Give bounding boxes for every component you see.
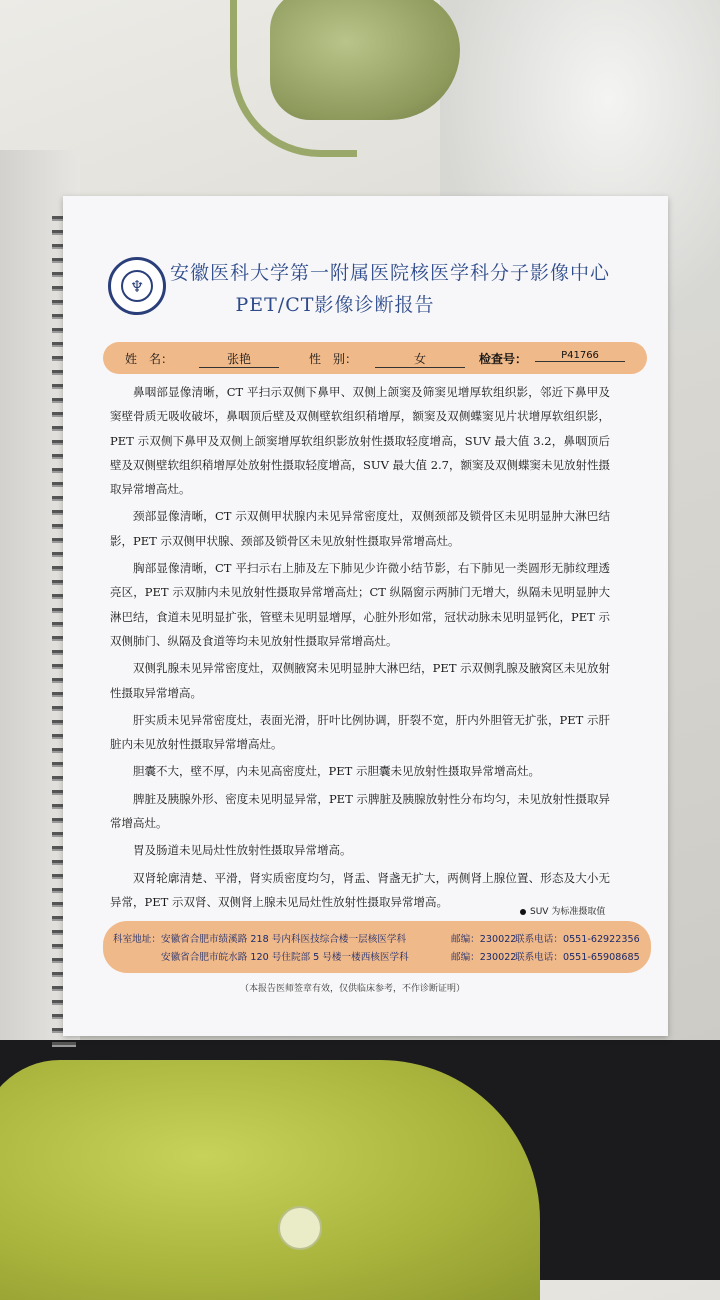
- logo-emblem-icon: ♆: [121, 270, 153, 302]
- hospital-logo: [108, 257, 166, 315]
- sex-label: 性 别：: [309, 352, 358, 366]
- postcode-2: 邮编：230022: [451, 952, 517, 963]
- green-shirt: [0, 1060, 540, 1300]
- exam-value: [535, 350, 625, 362]
- suv-note: [520, 904, 605, 917]
- patient-info-bar: [103, 342, 647, 374]
- finding-breast: 双侧乳腺未见异常密度灶，双侧腋窝未见明显肿大淋巴结，PET 示双侧乳腺及腋窝区未见放射性摄取异常增高。: [110, 661, 610, 700]
- name-value: [199, 350, 279, 368]
- exam-value-text: P41766: [561, 350, 599, 361]
- finding-gi-tract: 胃及肠道未见局灶性放射性摄取异常增高。: [133, 843, 352, 858]
- name-value-text: 张艳: [226, 352, 251, 366]
- suv-note-text: SUV 为标准摄取值: [530, 907, 606, 917]
- findings-text: [110, 380, 610, 945]
- name-label: 姓 名：: [125, 352, 174, 366]
- report-subtitle: PET/CT影像诊断报告: [235, 294, 435, 316]
- address-line-2: 安徽省合肥市皖水路 120 号住院部 5 号楼一楼西核医学科: [161, 952, 409, 963]
- finding-chest: 胸部显像清晰，CT 平扫示右上肺及左下肺见少许微小结节影，右下肺见一类圆形无肺纹理透亮区，PET 示双肺内未见放射性摄取异常增高灶；CT 纵隔窗示两肺门无增大，纵隔未见明显肿大淋巴结，食道未见明显扩张，管壁未见明显增厚，心脏外形如常，冠状动脉未见明显钙化，PET 示双侧肺门、纵隔及食道等均未见放射性摄取异常增高灶。: [110, 561, 610, 648]
- finding-gallbladder: 胆囊不大，壁不厚，内未见高密度灶，PET 示胆囊未见放射性摄取异常增高灶。: [133, 764, 540, 779]
- finding-nasopharynx: 鼻咽部显像清晰，CT 平扫示双侧下鼻甲、双侧上颌窦及筛窦见增厚软组织影，邻近下鼻甲及窦壁骨质无吸收破坏，鼻咽顶后壁及双侧壁软组织稍增厚，额窦及双侧蝶窦见片状增厚软组织影，PET 示双侧下鼻甲及双侧上颌窦增厚软组织影放射性摄取轻度增高，SUV 最大值 3.2，鼻咽顶后壁及双侧壁软组织稍增厚处放射性摄取轻度增高，SUV 最大值 2.7，额窦及双侧蝶窦未见放射性摄取异常增高灶。: [110, 385, 610, 497]
- sex-value: [375, 350, 465, 368]
- address-label: 科室地址：: [113, 934, 161, 945]
- exam-label: 检查号：: [479, 352, 528, 366]
- finding-spleen-pancreas: 脾脏及胰腺外形、密度未见明显异常，PET 示脾脏及胰腺放射性分布均匀，未见放射性摄取异常增高灶。: [110, 791, 610, 831]
- phone-2: 联系电话：0551-65908685: [515, 952, 640, 963]
- disclaimer: （本报告医师签章有效，仅供临床参考，不作诊断证明）: [240, 984, 466, 994]
- shirt-button: [278, 1206, 322, 1250]
- phone-1: 联系电话：0551-62922356: [515, 934, 640, 945]
- finding-neck: 颈部显像清晰，CT 示双侧甲状腺内未见异常密度灶，双侧颈部及锁骨区未见明显肿大淋巴结影，PET 示双侧甲状腺、颈部及锁骨区未见放射性摄取异常增高灶。: [110, 509, 610, 548]
- finding-kidneys: 双肾轮廓清楚、平滑，肾实质密度均匀，肾盂、肾盏无扩大，两侧肾上腺位置、形态及大小无异常，PET 示双肾、双侧肾上腺未见局灶性放射性摄取异常增高。: [110, 870, 610, 909]
- finding-liver: 肝实质未见异常密度灶，表面光滑，肝叶比例协调，肝裂不宽，肝内外胆管无扩张，PET 示肝脏内未见放射性摄取异常增高灶。: [110, 712, 610, 752]
- postcode-1: 邮编：230022: [451, 934, 517, 945]
- bullet-icon: [520, 909, 526, 915]
- green-bag: [270, 0, 460, 120]
- report-title: 安徽医科大学第一附属医院核医学科分子影像中心: [170, 262, 611, 284]
- address-line-1: 安徽省合肥市绩溪路 218 号内科医技综合楼一层核医学科: [161, 934, 407, 945]
- footer-bar: [103, 921, 651, 973]
- sex-value-text: 女: [413, 352, 426, 366]
